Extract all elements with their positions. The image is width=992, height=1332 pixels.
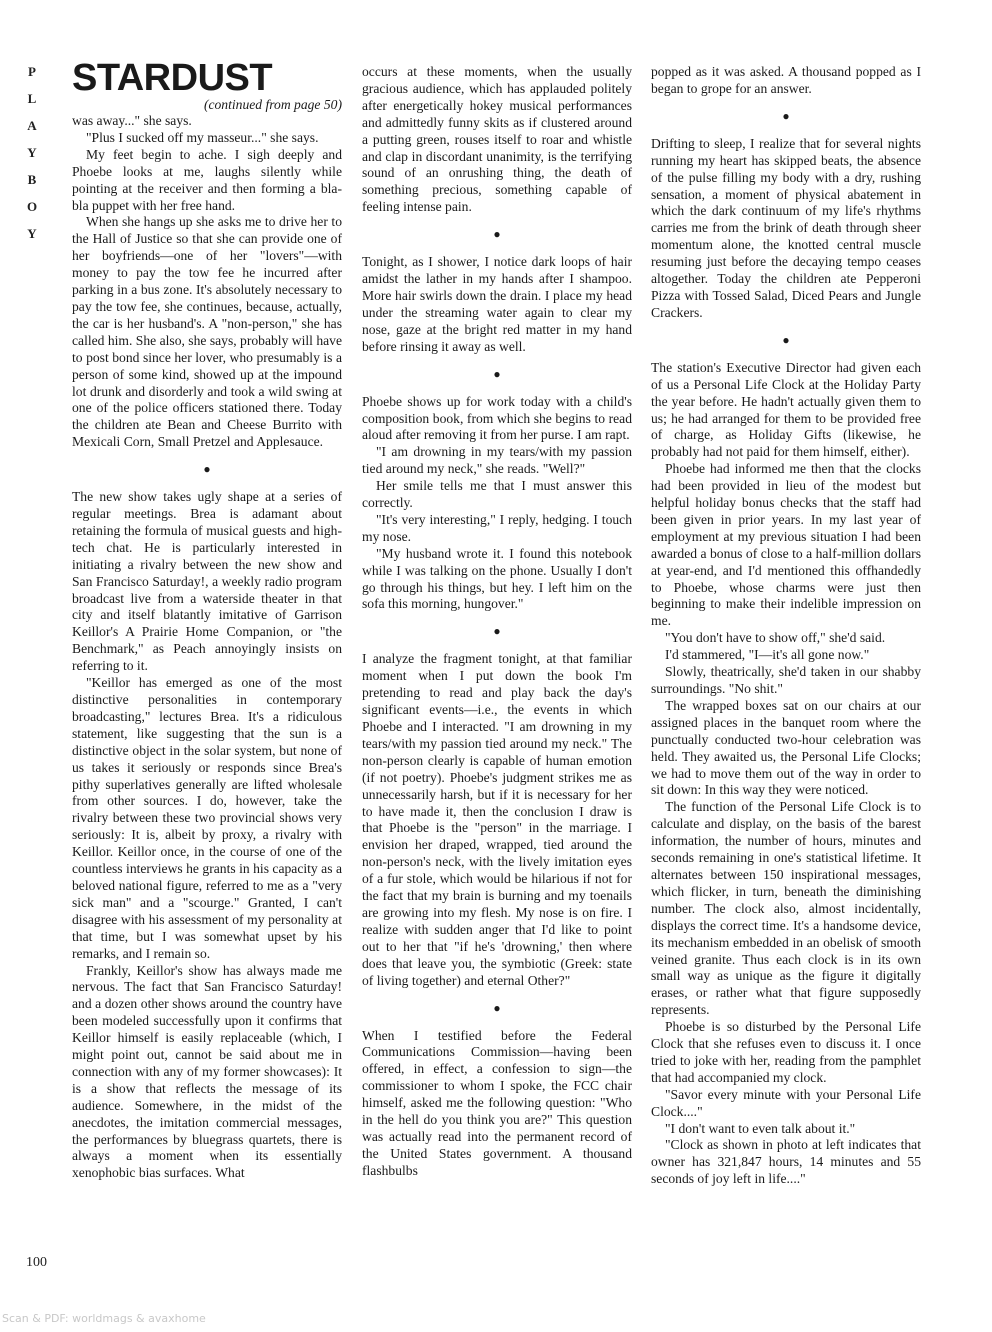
paragraph: "I don't want to even talk about it." bbox=[665, 1120, 856, 1136]
paragraph: Phoebe is so disturbed by the Personal Life Clock that she refuses even to discuss it. I once tried to joke with her, reading from the pamphlet that had accompanied my clock. bbox=[651, 1019, 921, 1085]
paragraph: Phoebe had informed me then that the clocks had been provided in lieu of the modest but helpful holiday bonus checks that the staff had been given in prior years. In my last year of employment at my previous situation I had been awarded a bonus of close to a half-million dollars at year-end, and I'd mentioned this offhandedly to Phoebe, whose charms were just then beginning to make their indelible impression on me. bbox=[651, 461, 921, 629]
paragraph: popped as it was asked. A thousand popped as I began to grope for an answer. bbox=[651, 64, 921, 96]
section-bullet: ● bbox=[493, 624, 501, 639]
paragraph: "It's very interesting," I reply, hedging. I touch my nose. bbox=[362, 511, 632, 544]
paragraph: "Keillor has emerged as one of the most distinctive personalities in contemporary broadcasting," lectures Brea. It's a ridiculous statement, like suggesting that the sun is a distinctive object in the solar system, but none of us takes it seriously or responds since Brea's pithy superlatives generally are lifted wholesale from other sources. I do, however, take the rivalry between these two provincial shows very seriously: It is, albeit by proxy, a rivalry with Keillor. Keillor once, in the course of one of the countless interviews he grants in his capacity as a beloved national figure, referred to me as a "very sick man" and a "scourge." Granted, I can't disagree with his assessment of my personality at that time, but I was somewhat upset by his remarks, and I remain so. bbox=[72, 675, 342, 961]
magazine-letter: A bbox=[27, 118, 37, 133]
paragraph: "Plus I sucked off my masseur..." she says. bbox=[86, 129, 319, 145]
paragraph: "You don't have to show off," she'd said. bbox=[665, 630, 886, 646]
paragraph: Her smile tells me that I must answer this correctly. bbox=[362, 478, 632, 511]
article-title: STARDUST bbox=[72, 57, 273, 99]
paragraph: Frankly, Keillor's show has always made me nervous. The fact that San Francisco Saturday! and a dozen other shows around the country have been modeled successfully upon it confirms that Keillor himself is easily replaceable (which, I might point out, cannot be said about me in connection with any of my former showcases): It is a show that reflects the message of its audience. Somewhere, in the midst of the anecdotes, the imitation commercial messages, the performances by bluegrass quartets, there is always a moment when its essentially xenophobic bias surfaces. What bbox=[72, 962, 342, 1181]
paragraph: When I testified before the Federal Communications Commission—having been offered, in effect, a confession to sign—the commissioner to whom I spoke, the FCC chair himself, asked me the following question: "Who in the hell do you think you are?" This question was actually read into the permanent record of the United States government. A thousand flashbulbs bbox=[362, 1027, 632, 1178]
section-bullet: ● bbox=[493, 366, 501, 381]
paragraph: When she hangs up she asks me to drive her to the Hall of Justice so that she can provide one of her boyfriends—one of her "lovers"—with money to pay the tow fee he incurred after parking in a bus zone. It's absolutely necessary to pay the tow fee, she continues, because, actually, the car is her husband's. A "non-person," she has called him. She also, she says, probably will have to post bond since her lover, who presumably is a person of some kind, showed up at the impound lot drunk and disorderly and took a wild swing at one of the police officers stationed there. Today the children ate Bean and Cheese Burrito with Mexicali Corn, Small Pretzel and Applesauce. bbox=[72, 214, 342, 450]
section-bullet: ● bbox=[493, 227, 501, 242]
paragraph: I'd stammered, "I—it's all gone now." bbox=[665, 647, 870, 663]
watermark: Scan & PDF: worldmags & avaxhome bbox=[2, 1312, 206, 1325]
paragraph: "I am drowning in my tears/with my passion tied around my neck," she reads. "Well?" bbox=[362, 444, 632, 477]
continued-note: (continued from page 50) bbox=[203, 97, 342, 112]
magazine-letter: P bbox=[28, 64, 36, 79]
paragraph: Drifting to sleep, I realize that for several nights running my heart has skipped beats, the absence of the pulse filling my body with a dry, rushing sensation, a moment of physical abatement in which the dark continuum of my life's rhythms carries me from the brink of death through sheer momentum alone, the knotted central muscle resuming just before the decaying tempo ceases altogether. Today the children ate Pepperoni Pizza with Tossed Salad, Diced Pears and Jungle Crackers. bbox=[651, 135, 921, 320]
magazine-letter: Y bbox=[27, 226, 37, 241]
magazine-letter: Y bbox=[27, 145, 37, 160]
paragraph: Tonight, as I shower, I notice dark loops of hair amidst the lather in my hands after I shampoo. More hair swirls down the drain. I place my head under the streaming water again to clear my nose, gaze at the bright red matter in my hand before rinsing it away as well. bbox=[362, 254, 632, 354]
paragraph: Slowly, theatrically, she'd taken in our shabby surroundings. "No shit." bbox=[651, 664, 921, 696]
paragraph: The function of the Personal Life Clock is to calculate and display, on the basis of the barest information, the number of hours, minutes and seconds remaining in one's statistical lifetime. It alternates between 150 inspirational messages, which flicker, in turn, beneath the diminishing number. The clock also, almost incidentally, displays the correct time. It's a handsome device, its mechanism embedded in an obelisk of smooth veined granite. Thus each clock is in its own small way as unique as the figure it digitally erases, or rather what that figure supposedly represents. bbox=[651, 799, 921, 1018]
paragraph: I analyze the fragment tonight, at that familiar moment when I put down the book I'm pretending to read and play back the day's significant events—i.e., the events in which Phoebe and I interacted. "I am drowning in my tears/with my passion tied around my neck." The non-person clearly is capable of human emotion (if not poetry). Phoebe's judgment strikes me as unnecessarily harsh, but if it is necessary for her to have made it, then the conclusion I draw is that Phoebe is the "person" in the marriage. I envision her draped, wrapped, tied around the non-person's neck, with the lively imitation eyes of a fur stole, which would be hilarious if not for the fact that my brain is burning and my toenails are growing into my flesh. My nose is on fire. I realize with sudden anger that I'd like to point out to her that "if he's 'drowning,' then where does that leave you, the symbiotic (Greek: state of living together) and eternal Other?" bbox=[362, 651, 632, 988]
text-column-2 bbox=[362, 64, 632, 1180]
paragraph: The wrapped boxes sat on our chairs at our assigned places in the banquet room where the punctually conducted two-hour celebration was held. They awaited us, the Personal Life Clocks; we had to move them out of the way in order to sit down: In this way they were noticed. bbox=[651, 697, 921, 798]
paragraph: Phoebe shows up for work today with a child's composition book, from which she begins to read aloud after removing it from her purse. I am rapt. bbox=[362, 393, 632, 443]
page-number: 100 bbox=[26, 1255, 47, 1270]
section-bullet: ● bbox=[203, 462, 211, 477]
paragraph: The new show takes ugly shape at a series of regular meetings. Brea is adamant about retaining the formula of musical guests and high-tech chat. He is particularly interested in initiating a rivalry between the new show and San Francisco Saturday!, a weekly radio program broadcast live from a waterside theater in that city and itself blatantly imitative of Garrison Keillor's A Prairie Home Companion, or "the Benchmark," as Peach annoyingly insists on referring to it. bbox=[72, 489, 342, 674]
text-column-1 bbox=[72, 57, 342, 1182]
section-bullet: ● bbox=[782, 108, 790, 123]
section-bullet: ● bbox=[493, 1000, 501, 1015]
paragraph: was away..." she says. bbox=[72, 113, 192, 128]
paragraph: My feet begin to ache. I sigh deeply and Phoebe looks at me, laughs silently while pointing at the receiver and then forming a bla-bla puppet with her free hand. bbox=[72, 146, 342, 213]
text-column-3 bbox=[651, 64, 921, 1188]
magazine-letter: L bbox=[27, 91, 37, 106]
paragraph: "My husband wrote it. I found this notebook while I was talking on the phone. Usually I don't go through his things, but hey. I left him on the sofa this morning, hungover." bbox=[362, 545, 632, 612]
magazine-letter: B bbox=[27, 172, 37, 187]
paragraph: The station's Executive Director had given each of us a Personal Life Clock at the Holiday Party the year before. He hadn't actually given them to us; he had arranged for them to be provided free of charge, as Holiday Gifts (likewise, he probably had not paid for them himself, either). bbox=[651, 359, 921, 460]
magazine-name-vertical bbox=[22, 58, 42, 247]
magazine-letter: O bbox=[26, 199, 38, 214]
paragraph: occurs at these moments, when the usually gracious audience, which has applauded politely after energetically hokey musical performances and admittedly funny skits as if clustered around a putting green, rouses itself to roar and whistle and clap in discordant unanimity, is the terrifying sound of an onrushing thing, the death of something precious, something capable of feeling intense pain. bbox=[362, 64, 632, 215]
paragraph: "Clock as shown in photo at left indicates that owner has 321,847 hours, 14 minutes and 55 seconds of joy left in life...." bbox=[651, 1137, 921, 1187]
paragraph: "Savor every minute with your Personal Life Clock...." bbox=[651, 1086, 921, 1119]
section-bullet: ● bbox=[782, 332, 790, 347]
